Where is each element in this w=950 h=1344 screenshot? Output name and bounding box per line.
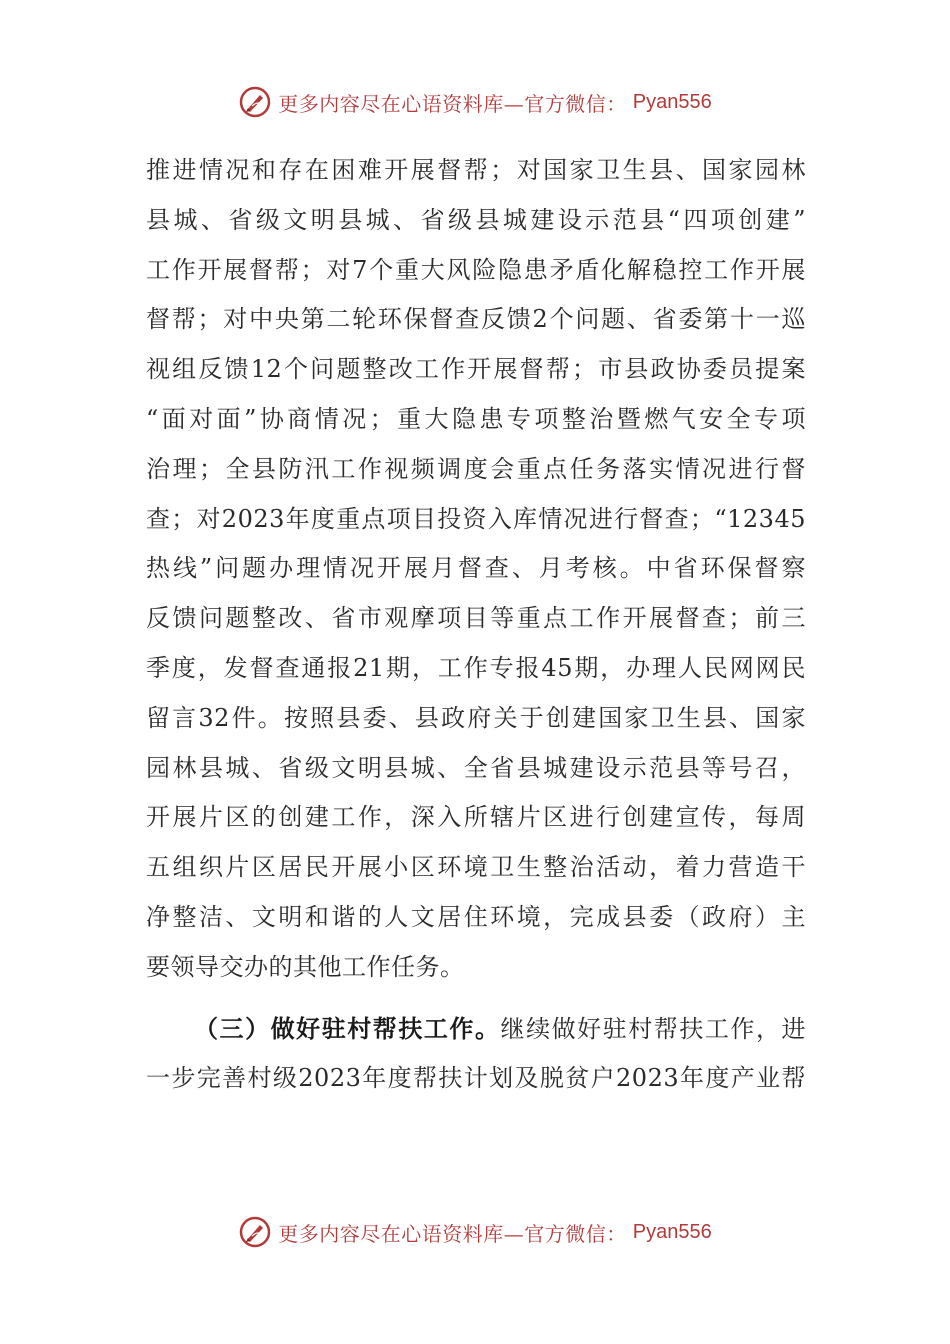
banner-wechat-id: Pyan556 xyxy=(632,1220,712,1243)
text-line: 查；对2023年度重点项目投资入库情况进行督查；“12345 xyxy=(146,504,806,533)
text-line: 净整洁、文明和谐的人文居住环境，完成县委（政府）主 xyxy=(146,902,806,931)
text-line: 工作开展督帮；对7个重大风险隐患矛盾化解稳控工作开展 xyxy=(146,255,806,284)
text-line: 县城、省级文明县城、省级县城建设示范县“四项创建” xyxy=(146,205,806,234)
text-line: 五组织片区居民开展小区环境卫生整治活动，着力营造干 xyxy=(146,853,806,882)
pen-logo-icon xyxy=(238,1215,272,1249)
pen-logo-icon xyxy=(238,85,272,119)
paragraph-section-three xyxy=(146,1004,806,1104)
text-line: 季度，发督查通报21期，工作专报45期，办理人民网网民 xyxy=(146,653,806,682)
banner-wechat-id: Pyan556 xyxy=(632,90,712,113)
text-line: “面对面”协商情况；重大隐患专项整治暨燃气安全专项 xyxy=(146,404,806,433)
text-line: 留言32件。按照县委、县政府关于创建国家卫生县、国家 xyxy=(146,703,806,732)
banner-text: 更多内容尽在心语资料库—官方微信： xyxy=(278,91,627,116)
text-line: 要领导交办的其他工作任务。 xyxy=(146,952,465,981)
text-line: 督帮；对中央第二轮环保督查反馈2个问题、省委第十一巡 xyxy=(146,305,806,334)
text-line: 治理；全县防汛工作视频调度会重点任务落实情况进行督 xyxy=(146,454,806,483)
banner-text: 更多内容尽在心语资料库—官方微信： xyxy=(278,1221,627,1246)
text-line: 视组反馈12个问题整改工作开展督帮；市县政协委员提案 xyxy=(146,355,806,384)
text-line: 一步完善村级2023年度帮扶计划及脱贫户2023年度产业帮 xyxy=(146,1063,806,1092)
text-line: 热线”问题办理情况开展月督查、月考核。中省环保督察 xyxy=(146,554,806,583)
text-line-with-heading xyxy=(146,1004,806,1054)
text-run: 继续做好驻村帮扶工作，进 xyxy=(500,1015,807,1043)
text-line: 反馈问题整改、省市观摩项目等重点工作开展督查；前三 xyxy=(146,604,806,633)
text-line: 推进情况和存在困难开展督帮；对国家卫生县、国家园林 xyxy=(146,156,806,184)
header-watermark-banner xyxy=(0,82,950,122)
footer-watermark-banner xyxy=(0,1212,950,1252)
text-line: 园林县城、省级文明县城、全省县城建设示范县等号召， xyxy=(146,753,806,782)
paragraph-main xyxy=(146,146,806,993)
text-line: 开展片区的创建工作，深入所辖片区进行创建宣传，每周 xyxy=(146,803,806,832)
section-heading: （三）做好驻村帮扶工作。 xyxy=(194,1014,501,1043)
